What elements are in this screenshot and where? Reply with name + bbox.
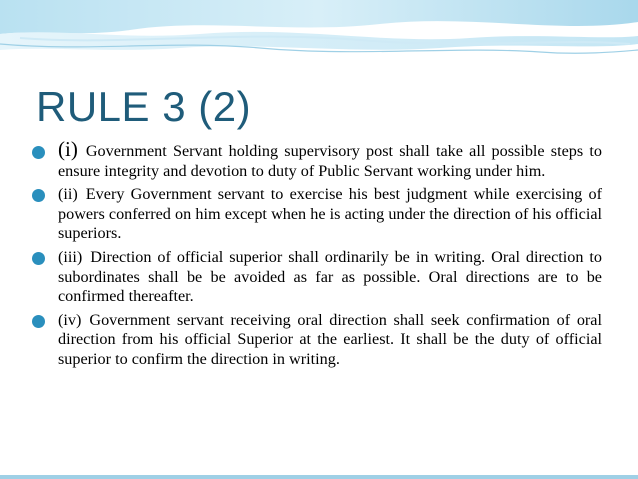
bottom-divider [0, 475, 638, 479]
bullet-icon [32, 252, 45, 265]
item-number: (i) [58, 137, 78, 161]
list-item [32, 185, 602, 244]
item-text: Government Servant holding supervisory post shall take all possible steps to ensure integrity and devotion to duty of Public Servant working under him. [58, 142, 602, 180]
list-item [32, 311, 602, 370]
item-number: (iv) [58, 310, 82, 329]
item-number: (ii) [58, 185, 78, 204]
item-number: (iii) [58, 247, 83, 266]
item-text: Every Government servant to exercise his best judgment while exercising of powers conferred on him except when he is acting under the direction of his official superiors. [58, 185, 602, 243]
item-text: Direction of official superior shall ordinarily be in writing. Oral direction to subordinates shall be be avoided as far as possible. Oral directions are to be confirmed thereafter. [58, 247, 602, 306]
rule-list [32, 137, 602, 374]
bullet-icon [32, 189, 45, 202]
header-wave-decoration [0, 0, 638, 64]
bullet-icon [32, 315, 45, 328]
bullet-icon [32, 146, 45, 159]
list-item [32, 137, 602, 181]
list-item [32, 248, 602, 307]
slide-title: RULE 3 (2) [36, 83, 252, 130]
item-text: Government servant receiving oral direction shall seek confirmation of oral direction from his official Superior at the earliest. It shall be the duty of official superior to confirm the direction in writing. [58, 310, 602, 368]
